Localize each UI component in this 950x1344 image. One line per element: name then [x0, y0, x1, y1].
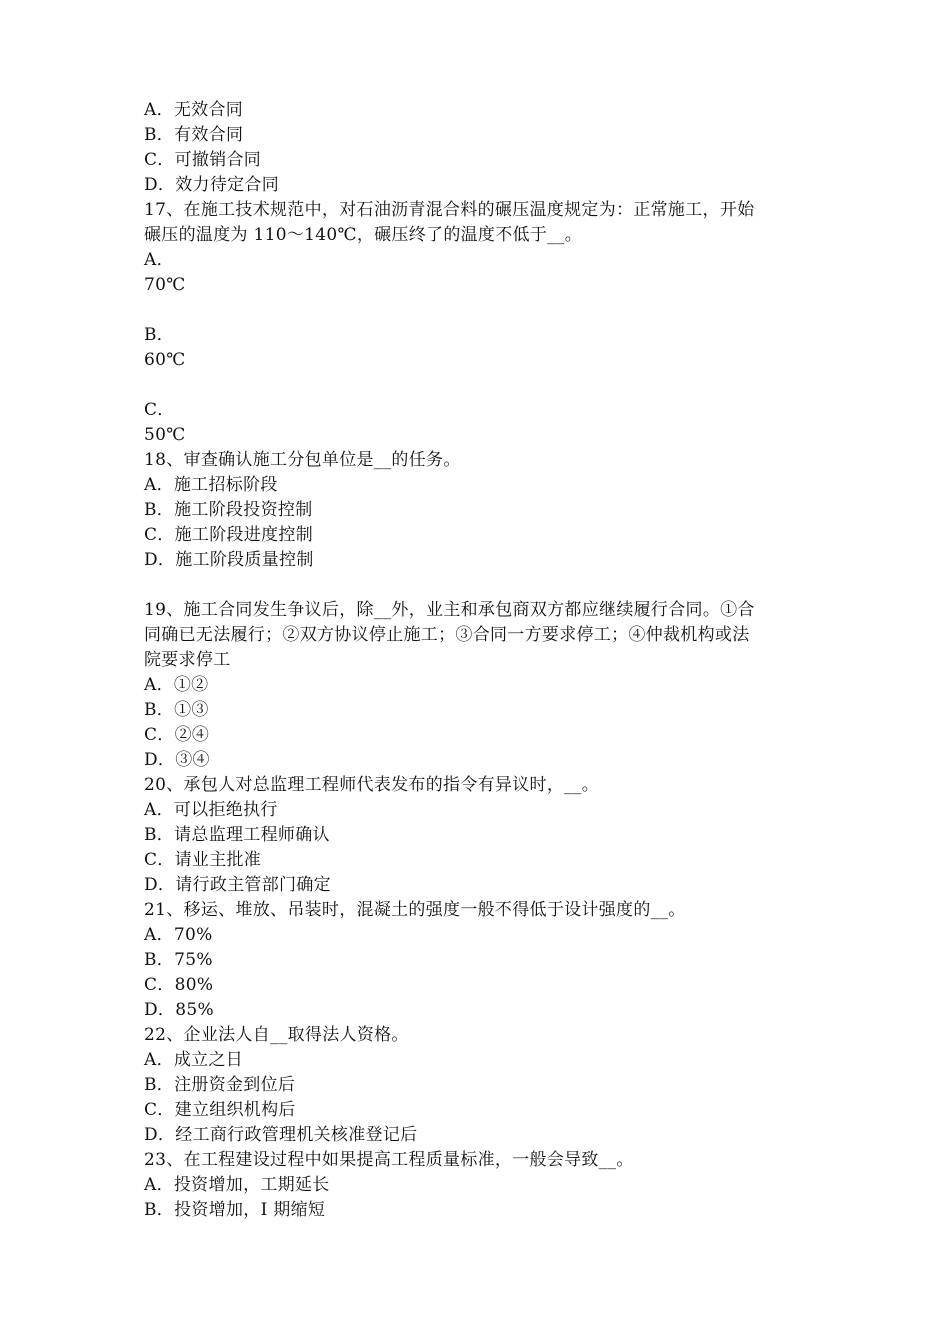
option-line: A．成立之日: [144, 1050, 244, 1070]
question-23: 23、在工程建设过程中如果提高工程质量标准，一般会导致__。: [144, 1150, 634, 1170]
question-19-line-2: 同确已无法履行；②双方协议停止施工；③合同一方要求停工；④仲裁机构或法: [144, 625, 750, 645]
option-line: B．请总监理工程师确认: [144, 825, 330, 845]
option-line: D．施工阶段质量控制: [144, 550, 314, 570]
option-label: A．: [144, 250, 174, 270]
option-line: B．75%: [144, 950, 213, 970]
option-line: A．施工招标阶段: [144, 475, 278, 495]
option-line: B．投资增加，I 期缩短: [144, 1200, 326, 1220]
question-20: 20、承包人对总监理工程师代表发布的指令有异议时，__。: [144, 775, 600, 795]
option-line: A．①②: [144, 675, 209, 695]
question-17-line-1: 17、在施工技术规范中，对石油沥青混合料的碾压温度规定为：正常施工，开始: [144, 200, 755, 220]
question-19-line-3: 院要求停工: [144, 650, 231, 670]
option-line: C．施工阶段进度控制: [144, 525, 314, 545]
question-18: 18、审查确认施工分包单位是__的任务。: [144, 450, 461, 470]
option-line: B．注册资金到位后: [144, 1075, 296, 1095]
option-line: C．建立组织机构后: [144, 1100, 296, 1120]
option-line: A．投资增加，工期延长: [144, 1175, 330, 1195]
question-19-line-1: 19、施工合同发生争议后，除__外，业主和承包商双方都应继续履行合同。①合: [144, 600, 755, 620]
question-22: 22、企业法人自__取得法人资格。: [144, 1025, 409, 1045]
option-line: B．有效合同: [144, 125, 244, 145]
option-value: 60℃: [144, 350, 186, 370]
option-line: D．③④: [144, 750, 210, 770]
option-label: B．: [144, 325, 175, 345]
option-line: B．施工阶段投资控制: [144, 500, 313, 520]
option-line: C．可撤销合同: [144, 150, 262, 170]
question-17-line-2: 碾压的温度为 110～140℃，碾压终了的温度不低于__。: [144, 225, 583, 245]
question-21: 21、移运、堆放、吊装时，混凝土的强度一般不得低于设计强度的__。: [144, 900, 686, 920]
option-line: B．①③: [144, 700, 209, 720]
option-label: C．: [144, 400, 175, 420]
option-line: C．②④: [144, 725, 210, 745]
option-line: A．70%: [144, 925, 213, 945]
option-value: 70℃: [144, 275, 186, 295]
option-line: C．请业主批准: [144, 850, 262, 870]
option-line: A．可以拒绝执行: [144, 800, 278, 820]
option-line: D．85%: [144, 1000, 214, 1020]
option-line: D．经工商行政管理机关核准登记后: [144, 1125, 418, 1145]
option-line: A．无效合同: [144, 100, 244, 120]
option-line: D．效力待定合同: [144, 175, 280, 195]
option-line: C．80%: [144, 975, 214, 995]
option-line: D．请行政主管部门确定: [144, 875, 331, 895]
option-value: 50℃: [144, 425, 186, 445]
